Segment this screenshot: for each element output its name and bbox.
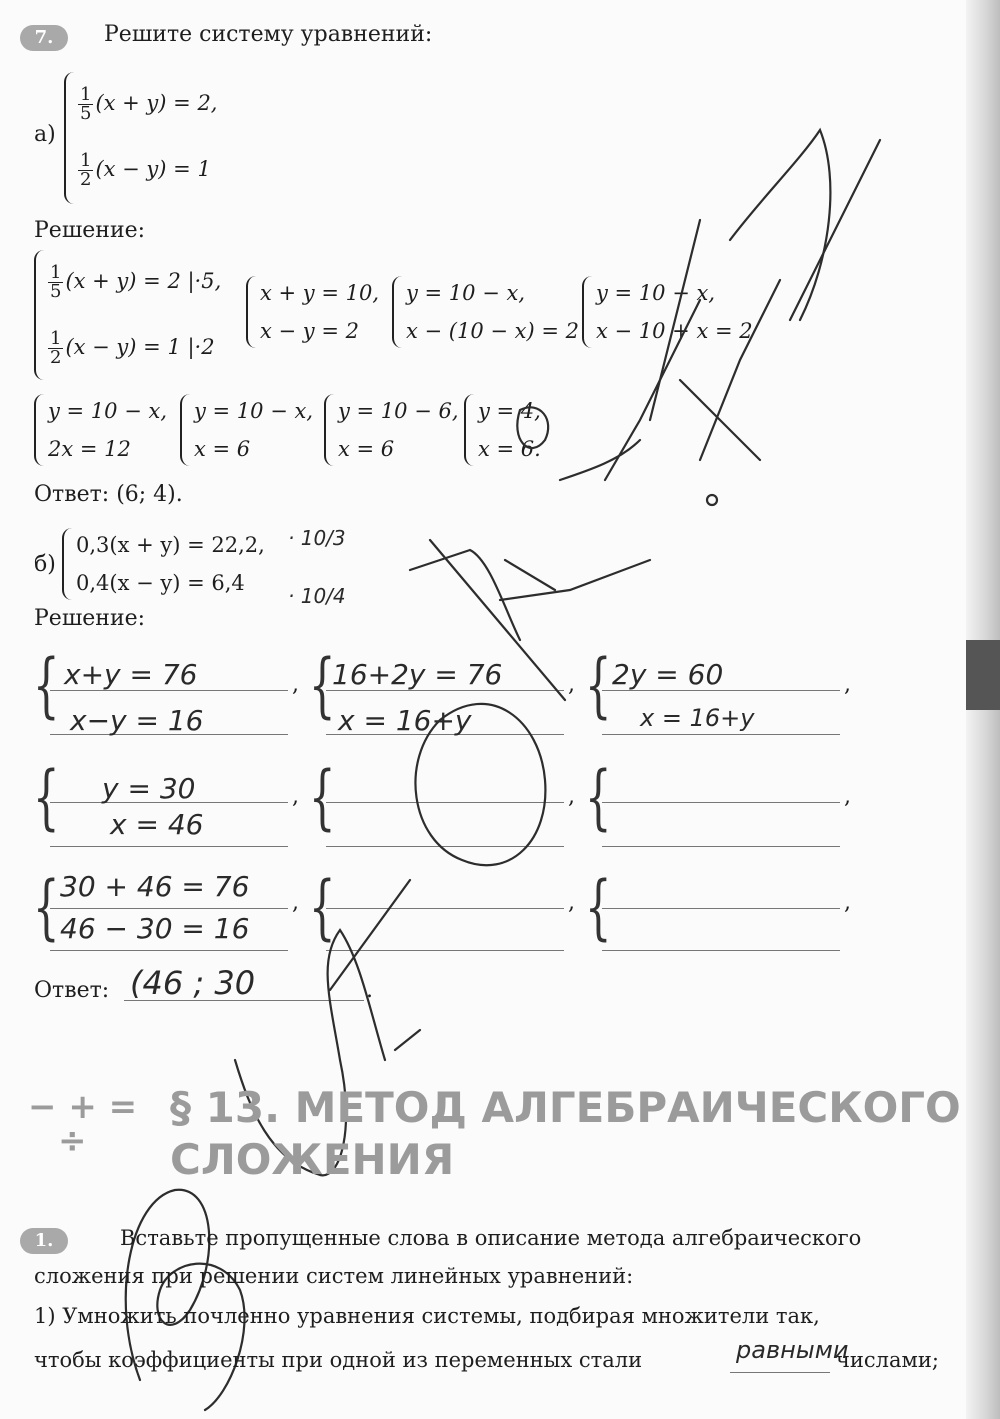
- handwritten-answer-b: (46 ; 30: [130, 964, 256, 1002]
- handwritten-b3-row2: x = 16+y: [640, 704, 755, 732]
- handwritten-check-row1: 30 + 46 = 76: [60, 870, 250, 903]
- handwritten-b3-row1: 2y = 60: [612, 658, 724, 691]
- handwritten-b1-row2: x−y = 16: [70, 704, 204, 737]
- handwritten-multiplier-1: · 10/3: [288, 526, 346, 550]
- solution-system-4: y = 10 − x, x − 10 + x = 2: [582, 274, 753, 350]
- task-1-blank: [730, 1372, 830, 1373]
- workbook-page: 7. Решите систему уравнений: а) $\frac{1}{5}$ (x + y) = 2, $\frac{1}{2}$ (x − y) = 1 Решение: $\frac{1}{5}$ (x + y) = 2 |·5, $\frac{1}{2}$ (x − y) = 1 |·2 x + y = 10, x − y = 2 y = 10 − x, x − (10 − x) = 2 y = 10 − x, x − 10 + x = 2 y = 10 − x, 2x = 12 y = 10 − x, x = 6 y = 10 − 6, x = 6 y = 4, x = 6. Ответ: (6; 4). б) 0,3(x + y) = 22,2, 0,4(x − y) = 6,4 · 10/3 · 10/4 Решение: { x+y = 76 x−y = 16 , { 16+2y = 76 x = 16+y , { 2y = 60 x = 16+y , { y = 30 x = 46 , { , { , { 30 + 46 = 76 46 − 30 = 16 , { , { , Ответ: (46 ; 30 . − + = ÷ § 13. МЕТОД АЛГЕБРАИЧЕСКОГО СЛОЖЕНИЯ 1. Вставьте пропущенные слова в описание метода алгебраического сложения при решении систем линейных уравнений: 1) Умножить почленно уравнения системы, подбирая множители так, чтобы коэффициенты при одной из переменных стали равными числами;: [0, 0, 1000, 1419]
- math-operations-icon: − + = ÷: [28, 1087, 138, 1161]
- part-a-eq1: $\frac{1}{5}$ (x + y) = 2,: [80, 84, 218, 124]
- handwritten-b4-row1: y = 30: [102, 772, 196, 805]
- section-heading: § 13. МЕТОД АЛГЕБРАИЧЕСКОГО СЛОЖЕНИЯ: [170, 1083, 961, 1184]
- task-1-line2: сложения при решении систем линейных уравнений:: [34, 1264, 634, 1288]
- task-1-line4-start: чтобы коэффициенты при одной из переменных стали: [34, 1348, 643, 1372]
- solution-system-5: y = 10 − x, 2x = 12: [34, 392, 167, 468]
- answer-a: Ответ: (6; 4).: [34, 482, 183, 507]
- task-1-line3: 1) Умножить почленно уравнения системы, подбирая множители так,: [34, 1304, 820, 1328]
- solution-system-3: y = 10 − x, x − (10 − x) = 2: [392, 274, 579, 350]
- handwritten-b1-row1: x+y = 76: [64, 658, 198, 691]
- handwritten-check-row2: 46 − 30 = 16: [60, 912, 250, 945]
- task-1-line1: Вставьте пропущенные слова в описание метода алгебраического: [120, 1226, 862, 1250]
- handwritten-b4-row2: x = 46: [110, 808, 204, 841]
- handwritten-answer-word: равными: [736, 1336, 849, 1364]
- handwritten-multiplier-2: · 10/4: [288, 584, 346, 608]
- handwritten-b2-row2: x = 16+y: [338, 704, 472, 737]
- answer-b-label: Ответ:: [34, 978, 110, 1003]
- handwritten-b2-row1: 16+2y = 76: [332, 658, 503, 691]
- solution-label-b: Решение:: [34, 606, 146, 631]
- solution-system-2: x + y = 10, x − y = 2: [246, 274, 379, 350]
- part-a-label: а): [34, 122, 56, 147]
- solution-system-7: y = 10 − 6, x = 6: [324, 392, 459, 468]
- task-1-line4-end: числами;: [836, 1348, 939, 1372]
- part-a-eq2: $\frac{1}{2}$ (x − y) = 1: [80, 150, 211, 190]
- solution-system-6: y = 10 − x, x = 6: [180, 392, 313, 468]
- task-7-badge: 7.: [20, 25, 68, 51]
- part-b-system: 0,3(x + y) = 22,2, 0,4(x − y) = 6,4: [62, 526, 265, 602]
- solution-system-1: $\frac{1}{5}$ (x + y) = 2 |·5, $\frac{1}{2}$ (x − y) = 1 |·2: [34, 248, 221, 382]
- solution-system-8: y = 4, x = 6.: [464, 392, 541, 468]
- solution-label-a: Решение:: [34, 218, 146, 243]
- task-1-badge: 1.: [20, 1228, 68, 1254]
- part-b-label: б): [34, 552, 56, 577]
- task-7-title: Решите систему уравнений:: [104, 22, 433, 47]
